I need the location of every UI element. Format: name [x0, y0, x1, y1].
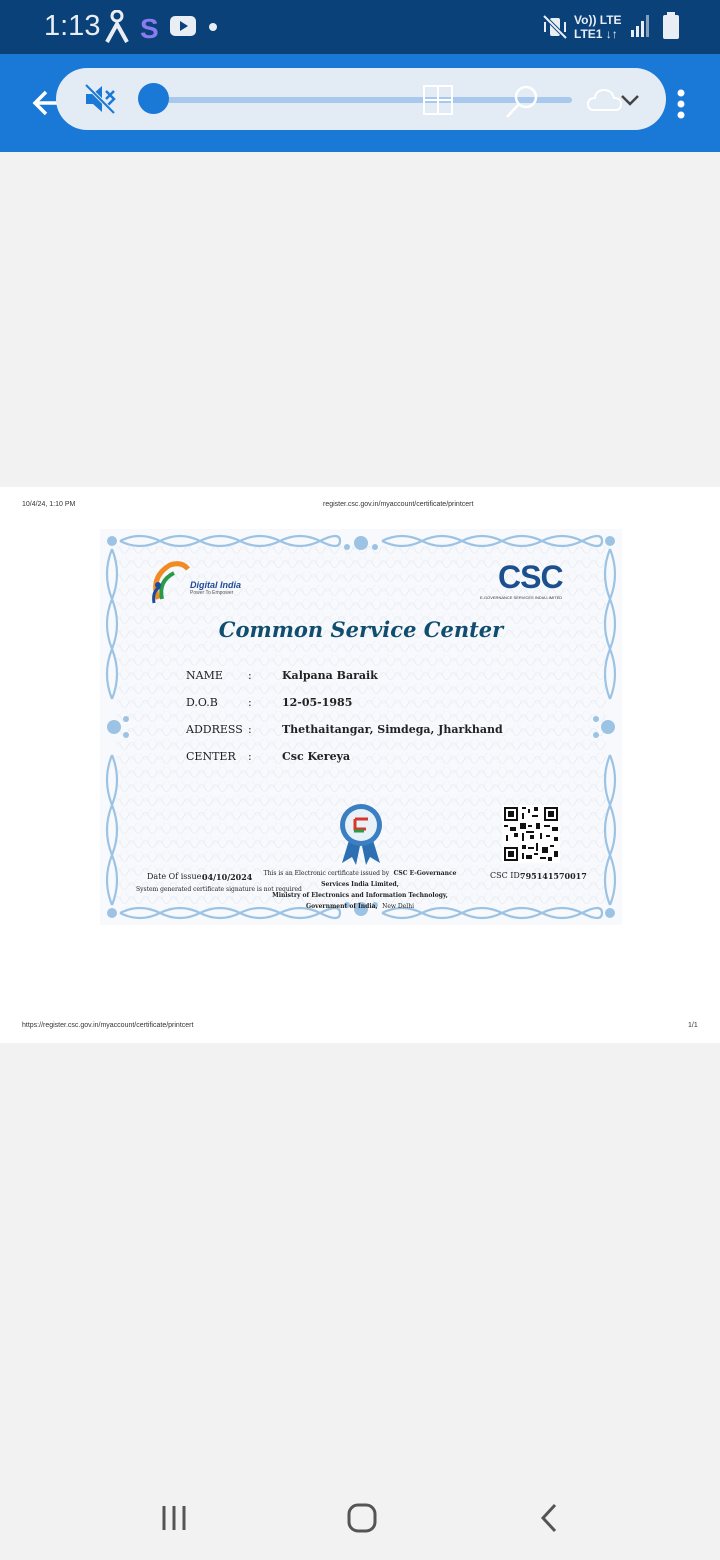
field-value-address: Thethaitangar, Simdega, Jharkhand — [282, 723, 503, 736]
field-sep: : — [248, 723, 252, 736]
qr-code-icon — [502, 805, 560, 863]
signal-icon — [630, 14, 652, 38]
field-value-dob: 12-05-1985 — [282, 696, 353, 709]
certificate — [100, 529, 622, 925]
csc-logo-subtitle: E-GOVERNANCE SERVICES INDIA LIMITED — [480, 595, 563, 600]
mute-toggle-icon[interactable] — [84, 83, 118, 115]
date-of-issue-label: Date Of issue: — [147, 872, 205, 881]
field-value-center: Csc Kereya — [282, 750, 351, 763]
document-page[interactable] — [0, 487, 720, 1043]
print-header-url: register.csc.gov.in/myaccount/certificate/printcert — [323, 501, 474, 508]
recent-apps-icon[interactable] — [160, 1504, 188, 1532]
battery-icon — [662, 12, 680, 40]
print-footer-page: 1/1 — [688, 1022, 698, 1029]
csc-id-value: 795141570017 — [520, 871, 587, 881]
back-nav-icon[interactable] — [538, 1502, 560, 1534]
issuer-line1-prefix: This is an Electronic certificate issued by — [263, 870, 390, 877]
home-icon[interactable] — [346, 1502, 378, 1534]
field-value-name: Kalpana Baraik — [282, 669, 378, 682]
more-options-icon[interactable] — [674, 88, 688, 120]
vibrate-mute-icon — [542, 14, 568, 40]
notification-dot-icon — [208, 22, 218, 32]
cloud-dropdown-icon[interactable] — [586, 84, 646, 116]
field-label-center: CENTER — [186, 750, 236, 763]
field-label-name: NAME — [186, 669, 223, 682]
viewer-toolbar — [0, 54, 720, 152]
print-footer-url: https://register.csc.gov.in/myaccount/certificate/printcert — [22, 1022, 194, 1029]
svg-text:S: S — [140, 13, 159, 42]
digital-india-title: Digital India — [190, 580, 242, 590]
toolbar-pill — [56, 68, 666, 130]
csc-logo-text: CSC — [498, 559, 563, 595]
digital-india-logo-icon — [148, 559, 190, 605]
csc-id-label: CSC ID: — [490, 871, 523, 880]
issuer-note — [250, 867, 470, 911]
skype-s-icon — [138, 12, 162, 42]
status-time: 1:13 — [44, 10, 101, 42]
issuer-line3-bold: Government of India, — [305, 903, 378, 910]
date-of-issue-value: 04/10/2024 — [202, 872, 253, 882]
accessibility-icon — [104, 10, 130, 44]
field-sep: : — [248, 750, 252, 763]
field-sep: : — [248, 669, 252, 682]
issuer-line1-bold: CSC E-Governance Services India Limited, — [321, 870, 457, 888]
youtube-icon — [170, 16, 196, 36]
field-label-address: ADDRESS — [186, 723, 243, 736]
network-label-bottom: LTE1 ↓↑ — [574, 27, 618, 41]
search-icon[interactable] — [504, 84, 540, 120]
certificate-title: Common Service Center — [218, 617, 504, 642]
field-sep: : — [248, 696, 252, 709]
issuer-line3-rest: New Delhi — [382, 903, 414, 910]
page-slider-thumb[interactable] — [138, 83, 169, 114]
network-label-top: Vo)) LTE — [574, 13, 622, 27]
grid-view-icon[interactable] — [422, 84, 454, 116]
digital-india-subtitle: Power To Empower — [190, 590, 234, 596]
signature-note: System generated certificate signature is not required — [136, 886, 302, 893]
status-bar — [0, 0, 720, 54]
print-header-date: 10/4/24, 1:10 PM — [22, 501, 76, 508]
navigation-bar — [0, 1476, 720, 1560]
issuer-line2: Ministry of Electronics and Information Technology, — [272, 892, 448, 899]
seal-badge-icon — [338, 803, 384, 865]
field-label-dob: D.O.B — [186, 696, 218, 709]
